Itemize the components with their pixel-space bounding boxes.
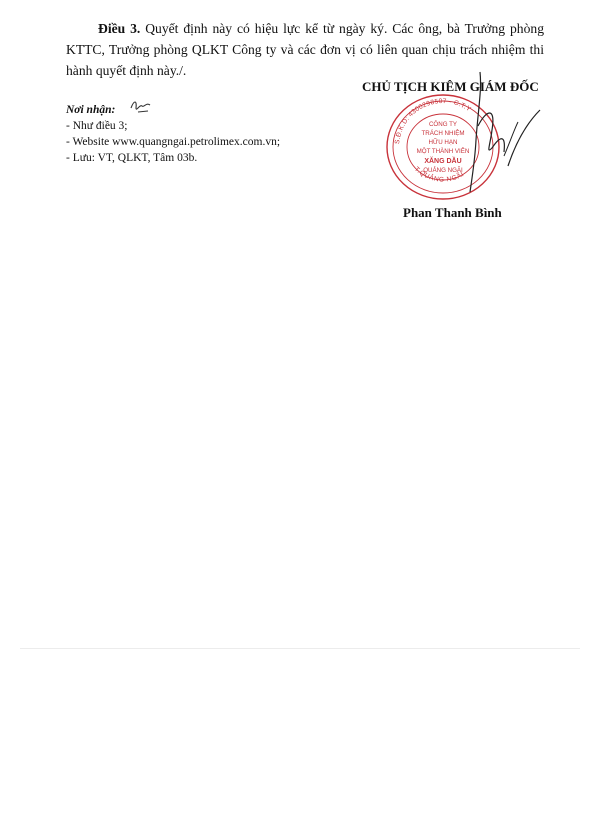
signer-title: CHỦ TỊCH KIÊM GIÁM ĐỐC: [362, 79, 539, 94]
seal-ring-bottom-text: T.QUẢNG NGÃI: [412, 165, 466, 184]
recipient-line-3: - Lưu: VT, QLKT, Tâm 03b.: [66, 152, 198, 164]
seal-line-6: QUẢNG NGÃI: [423, 167, 463, 174]
signer-name: Phan Thanh Bình: [403, 205, 502, 220]
recipients-block: [66, 102, 280, 166]
seal-line-3: HỮU HẠN: [428, 139, 458, 146]
seal-line-4: MỘT THÀNH VIÊN: [416, 148, 470, 155]
handwritten-initials: [128, 94, 158, 118]
seal-line-5: XĂNG DẦU: [424, 158, 462, 165]
handwritten-signature: [430, 70, 560, 200]
article-label: Điều 3.: [98, 21, 141, 36]
seal-line-1: CÔNG TY: [428, 121, 458, 128]
article-text: Quyết định này có hiệu lực kể từ ngày ký. Các ông, bà Trưởng phòng KTTC, Trưởng phòng QLKT Công ty và các đơn vị có liên quan chịu trách nhiệm thi hành quyết định này./.: [66, 21, 544, 78]
scan-artifact-line: [20, 648, 580, 649]
recipients-title: Nơi nhận:: [66, 104, 116, 116]
seal-line-2: TRÁCH NHIỆM: [421, 130, 465, 137]
seal-ring-text: S.Đ.K.D: 4300298507 - C.T.Y: [394, 97, 473, 145]
recipient-line-2: - Website www.quangngai.petrolimex.com.vn;: [66, 136, 281, 148]
recipient-line-1: - Như điều 3;: [66, 120, 128, 132]
